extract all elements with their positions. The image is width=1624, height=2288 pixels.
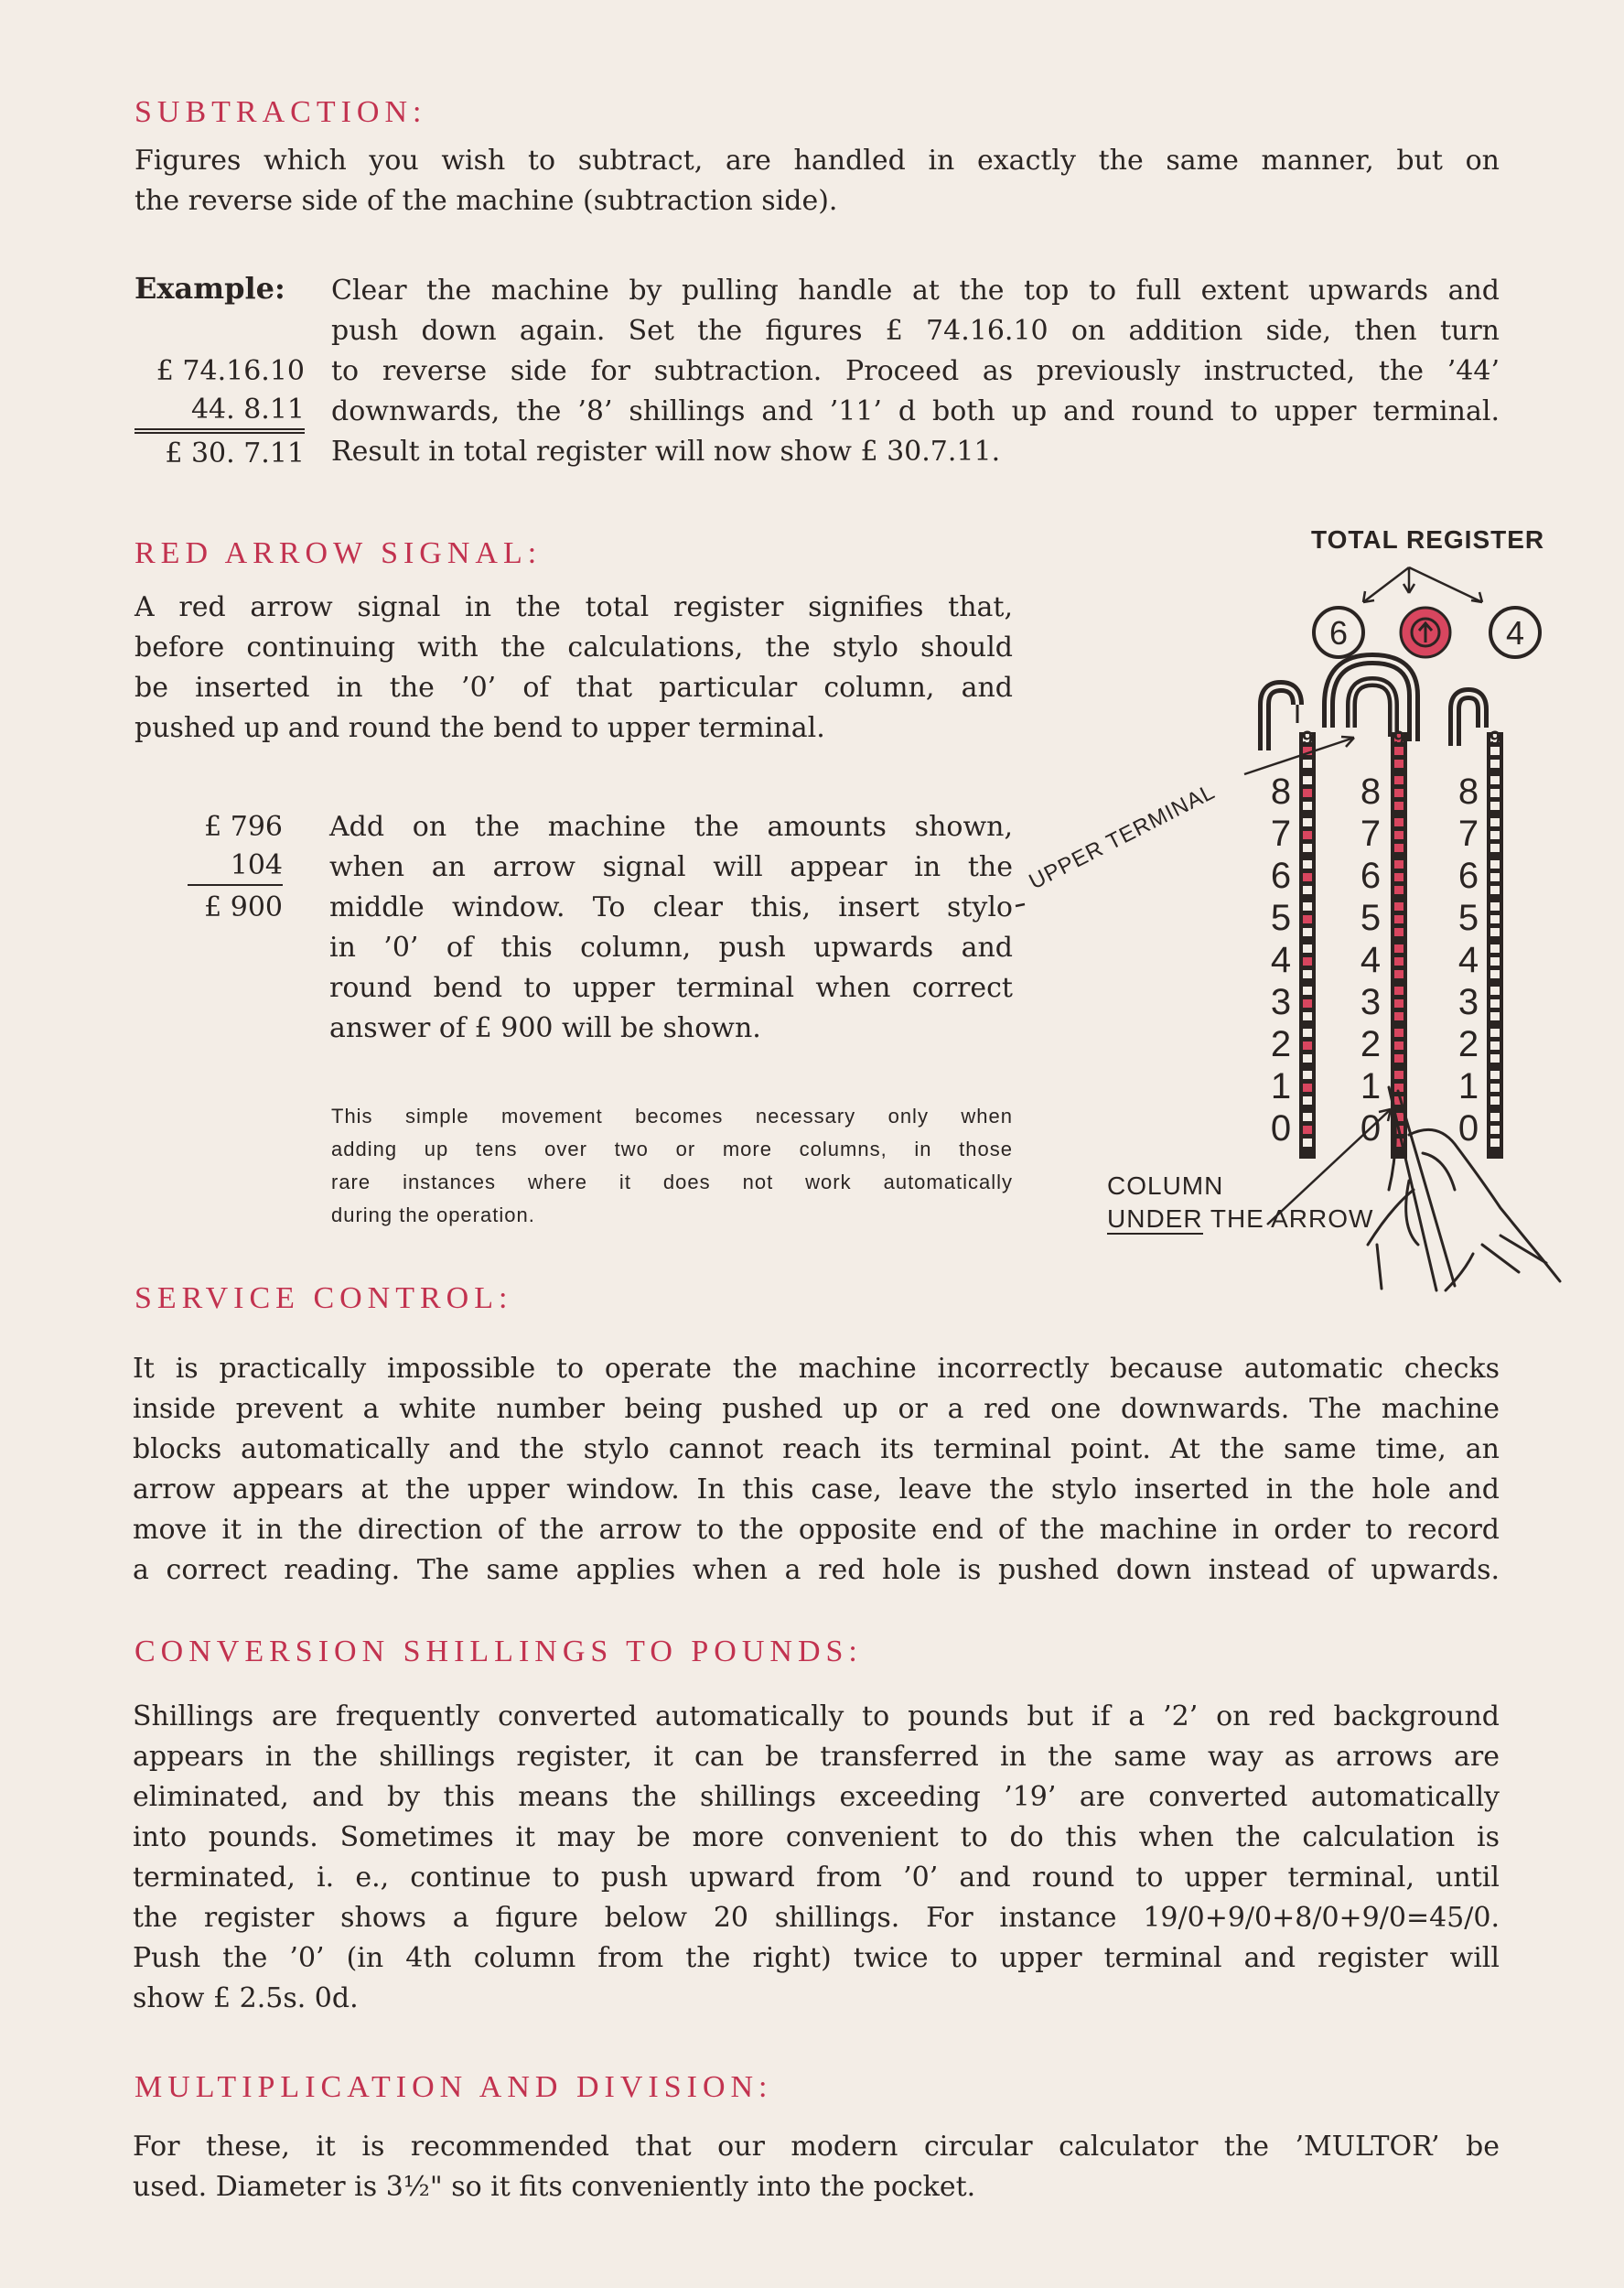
column-slot-cell	[1490, 776, 1500, 784]
text-line: eliminated, and by this means the shillings exceeding ’19’ are converted automatically	[133, 1781, 1500, 1813]
column-slot-cell	[1303, 957, 1312, 966]
column-slot-cell	[1394, 831, 1404, 839]
text-line: pushed up and round the bend to upper terminal.	[134, 712, 825, 744]
column-slot-cell	[1490, 915, 1500, 923]
column-slot-cell	[1303, 1071, 1312, 1079]
column-digit: 9	[1489, 727, 1501, 750]
column-digit: 5	[1457, 898, 1479, 938]
text-line: downwards, the ’8’ shillings and ’11’ d both up and round to upper terminal.	[331, 395, 1500, 427]
text-line: be inserted in the ’0’ of that particular column, and	[134, 672, 1013, 704]
column-slot-cell	[1303, 886, 1312, 894]
column-digit: 7	[1270, 814, 1292, 854]
column-slot-cell	[1303, 999, 1312, 1008]
subtraction-heading: SUBTRACTION:	[134, 95, 427, 129]
sum-line: 44. 8.11	[134, 392, 305, 430]
column-slot-cell	[1303, 860, 1312, 869]
text-line: the register shows a figure below 20 shillings. For instance 19/0+9/0+8/0+9/0=45/0.	[133, 1902, 1500, 1934]
column-digit: 9	[1301, 727, 1314, 750]
text-line: before continuing with the calculations, the stylo should	[134, 631, 1013, 664]
text-line: when an arrow signal will appear in the	[329, 851, 1013, 883]
column-slot-cell	[1490, 886, 1500, 894]
column-slot-cell	[1394, 987, 1404, 995]
column-slot-cell	[1303, 831, 1312, 839]
column-digit: 4	[1457, 940, 1479, 980]
column-digit: 0	[1270, 1108, 1292, 1149]
text-line: terminated, i. e., continue to push upward from ’0’ and round to upper terminal, until	[133, 1862, 1500, 1894]
column-slot-cell	[1490, 802, 1500, 810]
calculator-columns	[1271, 727, 1503, 1159]
text-line: round bend to upper terminal when correct	[329, 972, 1013, 1004]
arrow-signal-dial	[1401, 608, 1450, 657]
conversion-text	[133, 1697, 1500, 2019]
column-label-line2	[1107, 1204, 1373, 1234]
sum-line: 104	[188, 847, 283, 886]
column-slot-cell	[1303, 915, 1312, 923]
calculator-diagram	[1006, 549, 1574, 1309]
column-slot-cell	[1490, 1084, 1500, 1092]
column-hooks	[1264, 659, 1482, 750]
text-line: in ’0’ of this column, push upwards and	[329, 932, 1013, 964]
column-slot-cell	[1303, 1084, 1312, 1092]
text-line: answer of £ 900 will be shown.	[329, 1012, 761, 1044]
column-digit: 4	[1270, 940, 1292, 980]
text-line: the reverse side of the machine (subtraction side).	[134, 185, 838, 217]
total-register-label: TOTAL REGISTER	[1311, 525, 1545, 554]
example-label: Example:	[134, 271, 285, 306]
text-line: It is practically impossible to operate the machine incorrectly because automatic checks	[133, 1353, 1500, 1385]
column-digit: 5	[1360, 898, 1382, 938]
total-register-arrows	[1363, 567, 1482, 602]
column-slot-cell	[1303, 873, 1312, 881]
subtraction-intro	[134, 141, 1500, 221]
column-digit: 6	[1457, 856, 1479, 896]
column-digit: 2	[1270, 1024, 1292, 1064]
text-line: rare instances where it does not work automatically	[331, 1171, 1013, 1193]
column-slot-cell	[1303, 970, 1312, 978]
service-control-text	[133, 1349, 1500, 1591]
column-slot-cell	[1303, 1139, 1312, 1147]
column-digit: 8	[1270, 772, 1292, 812]
subtraction-sum	[134, 351, 305, 474]
column-digit: 3	[1270, 982, 1292, 1022]
text-line: Add on the machine the amounts shown,	[329, 811, 1013, 843]
sum-line: £ 30. 7.11	[134, 432, 305, 474]
column-slot-cell	[1394, 886, 1404, 894]
column-slot-cell	[1394, 944, 1404, 953]
red-arrow-intro	[134, 588, 1013, 749]
column-digit: 3	[1457, 982, 1479, 1022]
column-slot-cell	[1303, 987, 1312, 995]
column-slot-cell	[1394, 915, 1404, 923]
column-slot-cell	[1394, 957, 1404, 966]
red-arrow-sum	[188, 807, 283, 928]
column-digit: 7	[1457, 814, 1479, 854]
column-slot-cell	[1490, 1071, 1500, 1079]
column-slot-cell	[1394, 802, 1404, 810]
column-slot-cell	[1490, 1113, 1500, 1121]
column-slot-cell	[1303, 789, 1312, 797]
text-line: A red arrow signal in the total register signifies that,	[134, 591, 1013, 623]
text-line: Result in total register will now show £ 30.7.11.	[331, 436, 1001, 468]
text-line: move it in the direction of the arrow to the opposite end of the machine in order to record	[133, 1514, 1500, 1546]
column-slot-cell	[1490, 1126, 1500, 1134]
text-line: show £ 2.5s. 0d.	[133, 1982, 359, 2014]
column-slot-cell	[1394, 760, 1404, 768]
sum-line: £ 900	[204, 891, 283, 923]
column-digit: 6	[1360, 856, 1382, 896]
column-slot-cell	[1394, 1054, 1404, 1063]
column-slot-cell	[1303, 1113, 1312, 1121]
multiplication-text	[133, 2127, 1500, 2207]
text-line: Push the ’0’ (in 4th column from the right) twice to upper terminal and register will	[133, 1942, 1500, 1974]
column-slot-cell	[1490, 944, 1500, 953]
column-slot-cell	[1394, 1029, 1404, 1037]
column-slot-cell	[1303, 1012, 1312, 1020]
column-digit: 2	[1360, 1024, 1382, 1064]
column-slot-cell	[1394, 818, 1404, 826]
column-slot-cell	[1490, 789, 1500, 797]
column-slot-cell	[1394, 860, 1404, 869]
column-slot-cell	[1303, 844, 1312, 852]
column-slot-cell	[1490, 760, 1500, 768]
column-digit: 3	[1360, 982, 1382, 1022]
column-digit: 0	[1360, 1108, 1382, 1149]
column-slot-cell	[1394, 1041, 1404, 1050]
text-line: Clear the machine by pulling handle at the top to full extent upwards and	[331, 275, 1500, 307]
column-digit: 9	[1393, 727, 1405, 750]
column-slot-cell	[1303, 776, 1312, 784]
right-dial	[1490, 608, 1540, 657]
left-dial-digit: 6	[1328, 614, 1349, 652]
column-slot-cell	[1303, 1029, 1312, 1037]
sum-line: £ 74.16.10	[156, 355, 305, 387]
column-slot-cell	[1490, 999, 1500, 1008]
column-slot-cell	[1303, 902, 1312, 911]
column-slot-cell	[1490, 844, 1500, 852]
upper-terminal-label: UPPER TERMINAL	[1025, 779, 1220, 895]
column-slot-cell	[1490, 987, 1500, 995]
column-slot-cell	[1490, 1029, 1500, 1037]
column-slot-cell	[1490, 970, 1500, 978]
column-slot-cell	[1303, 944, 1312, 953]
column-slot-cell	[1394, 844, 1404, 852]
column-slot-cell	[1303, 802, 1312, 810]
text-line: middle window. To clear this, insert stylo	[329, 891, 1013, 923]
column-digit: 7	[1360, 814, 1382, 854]
under-word: UNDER	[1107, 1204, 1203, 1233]
text-line: Figures which you wish to subtract, are handled in exactly the same manner, but on	[134, 145, 1500, 177]
column-slot-cell	[1394, 999, 1404, 1008]
column-slot-cell	[1303, 760, 1312, 768]
column-slot-cell	[1303, 1041, 1312, 1050]
column-digit: 1	[1360, 1066, 1382, 1106]
text-line: This simple movement becomes necessary only when	[331, 1105, 1013, 1128]
text-line: used. Diameter is 3½" so it fits conveniently into the pocket.	[133, 2171, 976, 2203]
red-arrow-example-text	[329, 807, 1013, 1049]
column-slot-cell	[1490, 928, 1500, 936]
right-dial-digit: 4	[1505, 614, 1525, 652]
column-digit: 8	[1360, 772, 1382, 812]
column-slot-cell	[1303, 1126, 1312, 1134]
column-digit: 1	[1270, 1066, 1292, 1106]
column-slot-cell	[1303, 1096, 1312, 1105]
column-slot-cell	[1394, 970, 1404, 978]
column-digit: 4	[1360, 940, 1382, 980]
text-line: to reverse side for subtraction. Proceed as previously instructed, the ’44’	[331, 355, 1500, 387]
text-line: inside prevent a white number being pushed up or a red one downwards. The machine	[133, 1393, 1500, 1425]
column-slot-cell	[1394, 902, 1404, 911]
column-slot-cell	[1490, 1012, 1500, 1020]
text-line: adding up tens over two or more columns, in those	[331, 1138, 1013, 1160]
column-slot-cell	[1490, 860, 1500, 869]
subtraction-example-text	[331, 271, 1500, 472]
column-slot-cell	[1490, 1054, 1500, 1063]
text-line: arrow appears at the upper window. In this case, leave the stylo inserted in the hole and	[133, 1473, 1500, 1506]
text-line: Shillings are frequently converted automatically to pounds but if a ’2’ on red background	[133, 1700, 1500, 1732]
sum-line: £ 796	[204, 811, 283, 843]
text-line: push down again. Set the figures £ 74.16.10 on addition side, then turn	[331, 315, 1500, 347]
column-slot-cell	[1490, 1096, 1500, 1105]
column-digit: 5	[1270, 898, 1292, 938]
column-digit: 6	[1270, 856, 1292, 896]
column-digit: 2	[1457, 1024, 1479, 1064]
column-slot-cell	[1394, 1012, 1404, 1020]
red-arrow-note	[331, 1100, 1013, 1232]
text-line: a correct reading. The same applies when a red hole is pushed down instead of upwards.	[133, 1554, 1500, 1586]
column-slot-cell	[1490, 902, 1500, 911]
column-slot-cell	[1394, 789, 1404, 797]
column-label: COLUMN	[1107, 1171, 1224, 1200]
text-line: during the operation.	[331, 1203, 535, 1226]
column-digit: 8	[1457, 772, 1479, 812]
column-slot-cell	[1490, 1139, 1500, 1147]
column-slot-cell	[1490, 957, 1500, 966]
text-line: appears in the shillings register, it can be transferred in the same way as arrows are	[133, 1741, 1500, 1773]
column-digit: 1	[1457, 1066, 1479, 1106]
column-slot-cell	[1490, 818, 1500, 826]
column-slot-cell	[1394, 1071, 1404, 1079]
column-slot-cell	[1303, 1054, 1312, 1063]
column-slot-cell	[1394, 928, 1404, 936]
column-slot-cell	[1303, 818, 1312, 826]
column-digit: 0	[1457, 1108, 1479, 1149]
service-control-heading: SERVICE CONTROL:	[134, 1281, 513, 1315]
text-line: blocks automatically and the stylo cannot reach its terminal point. At the same time, an	[133, 1433, 1500, 1465]
text-line: For these, it is recommended that our modern circular calculator the ’MULTOR’ be	[133, 2131, 1500, 2163]
text-line: into pounds. Sometimes it may be more convenient to do this when the calculation is	[133, 1821, 1500, 1853]
column-slot-cell	[1394, 776, 1404, 784]
column-slot-cell	[1490, 831, 1500, 839]
left-dial	[1314, 608, 1363, 657]
multiplication-heading: MULTIPLICATION AND DIVISION:	[134, 2070, 773, 2104]
column-slot-cell	[1490, 873, 1500, 881]
column-slot-cell	[1490, 1041, 1500, 1050]
column-slot-cell	[1303, 928, 1312, 936]
the-arrow-words: THE ARROW	[1202, 1204, 1374, 1233]
red-arrow-heading: RED ARROW SIGNAL:	[134, 536, 543, 570]
column-slot-cell	[1394, 873, 1404, 881]
conversion-heading: CONVERSION SHILLINGS TO POUNDS:	[134, 1635, 863, 1668]
